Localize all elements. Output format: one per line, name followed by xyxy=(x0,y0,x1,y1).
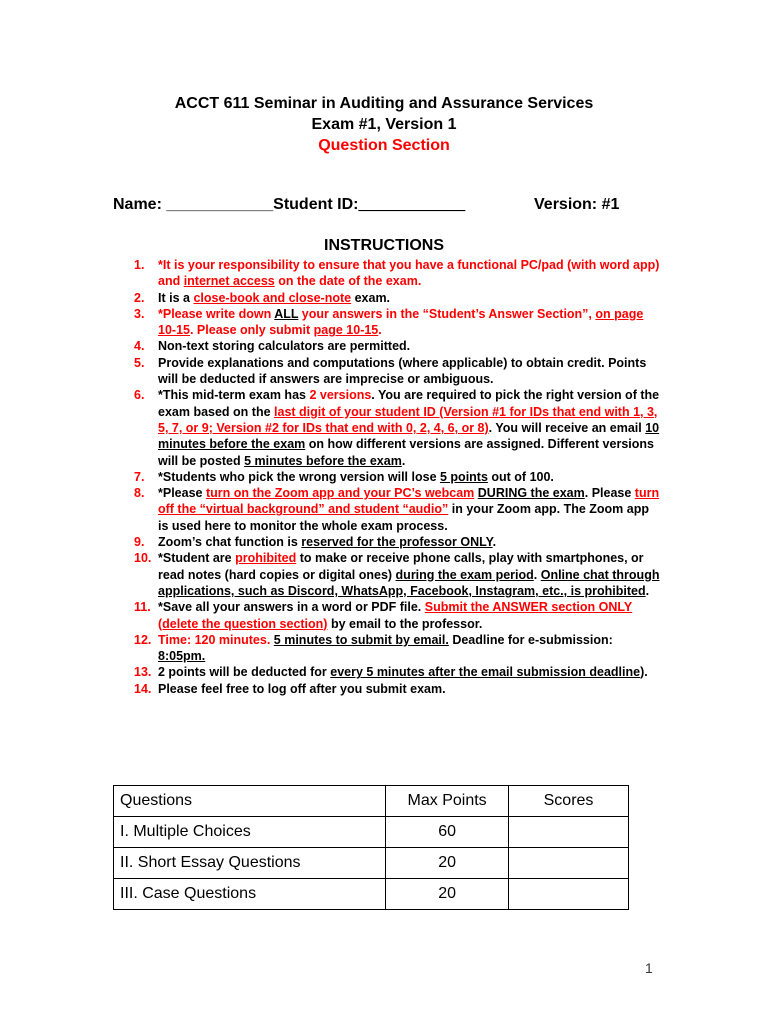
version-label: Version: #1 xyxy=(534,196,620,213)
instruction-text: 2 points will be deducted for xyxy=(158,665,331,680)
instruction-text: out of 100. xyxy=(487,469,554,484)
instruction-text: turn off the “virtual background” and student “audio” xyxy=(158,486,660,517)
score-table-header-row xyxy=(114,786,629,817)
student-id-field[interactable]: ____________ xyxy=(358,196,466,213)
instruction-text: on page 10-15 xyxy=(158,306,644,338)
instruction-number: 6. xyxy=(134,388,145,403)
instruction-text: by email to the professor. xyxy=(327,616,483,631)
instruction-text: 8:05pm. xyxy=(158,649,206,664)
instruction-text: . You will receive an email xyxy=(488,420,646,435)
header-questions: Questions xyxy=(114,786,386,817)
instruction-text: internet access xyxy=(183,274,275,289)
header-max-points: Max Points xyxy=(386,786,509,817)
instruction-text: ). xyxy=(640,665,648,680)
question-cell: III. Case Questions xyxy=(114,879,386,910)
instruction-number: 7. xyxy=(134,469,145,484)
table-row xyxy=(114,848,629,879)
instruction-text: . xyxy=(533,567,541,582)
instruction-item xyxy=(120,681,660,697)
score-cell[interactable] xyxy=(509,848,629,879)
instruction-text: . Please xyxy=(584,486,635,501)
table-row xyxy=(114,817,629,848)
instruction-item xyxy=(120,355,660,388)
instruction-item xyxy=(120,664,660,680)
instruction-number: 3. xyxy=(134,306,145,321)
max-points-cell: 20 xyxy=(386,848,509,879)
max-points-cell: 20 xyxy=(386,879,509,910)
page-number: 1 xyxy=(645,960,653,976)
instruction-text: exam. xyxy=(351,290,391,305)
instruction-number: 9. xyxy=(134,535,145,550)
instruction-item xyxy=(120,550,660,599)
max-points-cell: 60 xyxy=(386,817,509,848)
instruction-text: . xyxy=(401,453,406,468)
instruction-item xyxy=(120,257,660,290)
instruction-text: It is a xyxy=(158,290,194,305)
score-cell[interactable] xyxy=(509,879,629,910)
question-cell: I. Multiple Choices xyxy=(114,817,386,848)
student-id-label: Student ID: xyxy=(273,196,359,213)
instruction-text: turn on the Zoom app and your PC’s webcam xyxy=(205,486,475,501)
instruction-text: Zoom’s chat function is xyxy=(158,535,302,550)
instruction-text: prohibited xyxy=(235,551,297,566)
instruction-item xyxy=(120,306,660,339)
instruction-number: 2. xyxy=(134,290,145,305)
name-label: Name: xyxy=(113,196,167,213)
score-table xyxy=(113,785,629,910)
instruction-text: *This mid-term exam has xyxy=(158,388,310,403)
instruction-text: . Please only submit xyxy=(189,323,314,338)
instruction-text: *Save all your answers in a word or PDF file. xyxy=(158,600,425,615)
instruction-text: on how different versions are assigned. Different versions will be posted xyxy=(158,437,654,468)
instruction-number: 5. xyxy=(134,355,145,370)
instruction-item xyxy=(120,485,660,534)
instruction-text: your answers in the “Student’s Answer Section”, xyxy=(298,306,596,321)
score-cell[interactable] xyxy=(509,817,629,848)
section-title: Question Section xyxy=(318,137,450,154)
instruction-text: Please feel free to log off after you submit exam. xyxy=(158,681,446,696)
instruction-text: reserved for the professor ONLY xyxy=(301,535,493,550)
instruction-number: 12. xyxy=(134,632,152,647)
instruction-text: *Student are xyxy=(158,551,236,566)
instruction-text: on the date of the exam. xyxy=(274,274,422,289)
instruction-item xyxy=(120,469,660,485)
instruction-text: Non-text storing calculators are permitted. xyxy=(158,339,411,354)
instruction-text: Time: 120 minutes. xyxy=(158,632,271,647)
instruction-text: ALL xyxy=(274,306,299,321)
instruction-text: . xyxy=(645,583,650,598)
instruction-text: 5 minutes to submit by email. xyxy=(273,632,449,647)
instruction-text: *Please write down xyxy=(158,306,275,321)
instruction-item xyxy=(120,599,660,632)
instruction-item xyxy=(120,387,660,468)
table-row xyxy=(114,879,629,910)
instruction-text: *Please xyxy=(158,486,206,501)
instruction-item xyxy=(120,632,660,665)
instruction-text: close-book and close-note xyxy=(193,290,352,305)
instructions-list xyxy=(120,257,660,697)
instruction-text: page 10-15 xyxy=(313,323,379,338)
student-info-line xyxy=(113,195,620,215)
instruction-text: 5 points xyxy=(440,469,488,484)
instruction-item xyxy=(120,338,660,354)
instruction-number: 1. xyxy=(134,258,145,272)
instruction-number: 13. xyxy=(134,665,152,680)
name-field[interactable]: ____________ xyxy=(166,196,274,213)
instruction-text: to make or receive phone calls, play with smartphones, or read notes (hard copies or digital ones) xyxy=(158,551,644,582)
instruction-text: Online chat through applications, such as Discord, WhatsApp, Facebook, Instagram, etc., is prohibited xyxy=(158,567,660,598)
instruction-text: Submit the ANSWER section ONLY (delete the question section) xyxy=(158,600,633,631)
instruction-text: 10 minutes before the exam xyxy=(158,420,660,452)
instruction-text: Provide explanations and computations (where applicable) to obtain credit. Points will be deducted if answers are imprecise or ambiguous. xyxy=(158,355,647,387)
course-title: ACCT 611 Seminar in Auditing and Assurance Services xyxy=(174,95,594,112)
header-scores: Scores xyxy=(509,786,629,817)
instruction-number: 14. xyxy=(134,681,152,696)
instruction-text: . You are required to pick the right version of the exam based on the xyxy=(158,388,660,419)
instruction-text: last digit of your student ID (Version #1 for IDs that end with 1, 3, 5, 7, or 9; Version #2 for IDs that end with 0, 2, 4, 6, or 8) xyxy=(158,404,658,435)
instruction-text: Deadline for e-submission: xyxy=(448,632,613,647)
instruction-text: in your Zoom app. The Zoom app is used here to monitor the whole exam process. xyxy=(158,502,649,533)
instruction-number: 4. xyxy=(134,339,145,354)
instructions-heading: INSTRUCTIONS xyxy=(324,237,444,254)
instruction-text: 5 minutes before the exam xyxy=(244,453,402,468)
instruction-item xyxy=(120,290,660,306)
instruction-number: 11. xyxy=(134,600,151,615)
exam-title: Exam #1, Version 1 xyxy=(311,116,457,133)
instruction-text: during the exam period xyxy=(395,567,534,582)
instruction-text: *It is your responsibility to ensure that you have a functional PC/pad (with word app) and xyxy=(158,258,660,289)
instruction-text: 2 versions xyxy=(309,388,372,403)
instruction-number: 10. xyxy=(134,551,152,566)
question-cell: II. Short Essay Questions xyxy=(114,848,386,879)
instruction-text: every 5 minutes after the email submission deadline xyxy=(330,665,641,680)
instruction-number: 8. xyxy=(134,486,145,501)
instruction-text: . xyxy=(378,323,382,338)
instruction-text: . xyxy=(492,535,497,550)
instruction-text: DURING the exam xyxy=(477,486,585,501)
instruction-item xyxy=(120,534,660,550)
instruction-text: *Students who pick the wrong version will lose xyxy=(158,469,440,484)
